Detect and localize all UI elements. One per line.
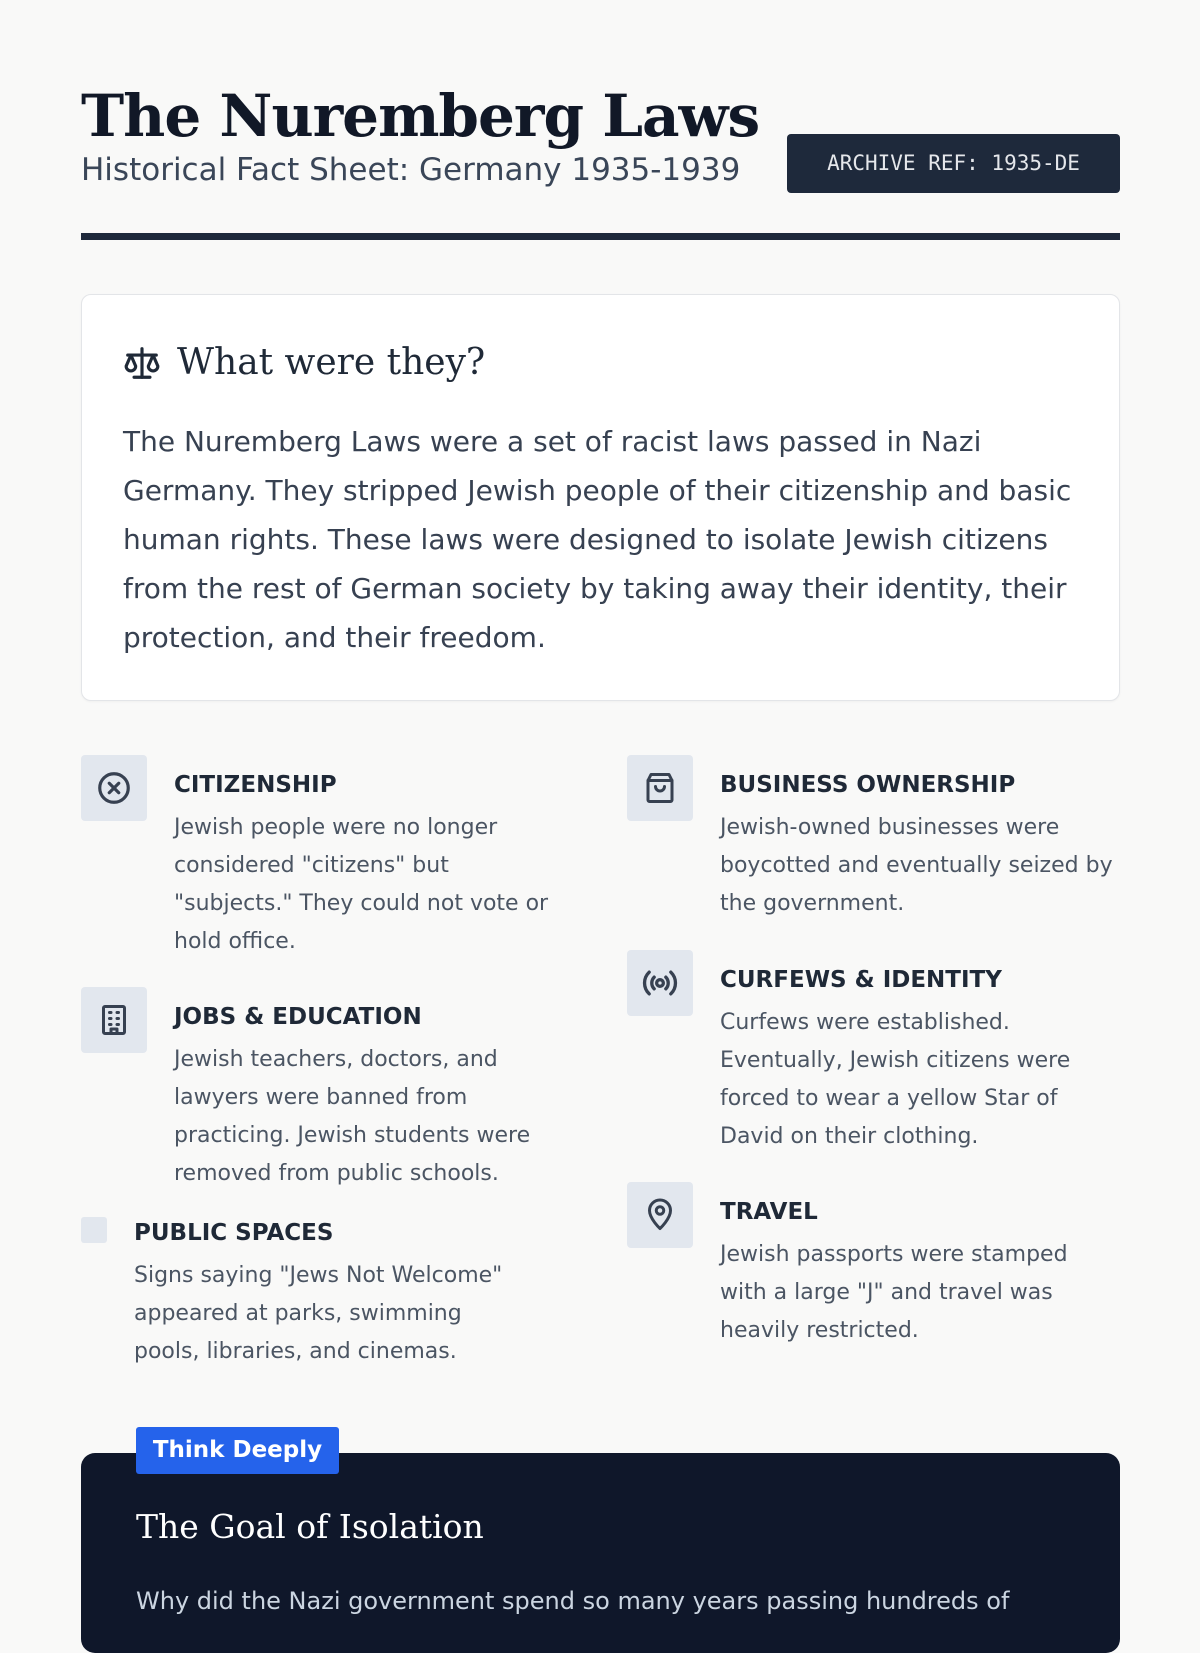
- x-circle-icon: [81, 755, 147, 821]
- fact-title: CURFEWS & IDENTITY: [720, 967, 1002, 993]
- page-subtitle: Historical Fact Sheet: Germany 1935-1939: [81, 152, 741, 188]
- archive-ref-badge: ARCHIVE REF: 1935-DE: [787, 134, 1120, 193]
- fact-text: [720, 755, 1115, 923]
- reflection-panel: [81, 1453, 1120, 1653]
- fact-description: Jewish teachers, doctors, and lawyers were banned from practicing. Jewish students were removed from public schools.: [174, 1047, 531, 1186]
- broadcast-icon: [627, 950, 693, 1016]
- think-deeply-badge: Think Deeply: [136, 1427, 339, 1474]
- blank-icon: [81, 1217, 107, 1243]
- fact-description: Jewish passports were stamped with a large "J" and travel was heavily restricted.: [720, 1242, 1068, 1343]
- fact-description: Curfews were established. Eventually, Jewish citizens were forced to wear a yellow Star of David on their clothing.: [720, 1010, 1071, 1149]
- fact-text: [720, 950, 1115, 1156]
- fact-title: CITIZENSHIP: [174, 772, 337, 798]
- header: [81, 0, 1120, 240]
- intro-card: [81, 294, 1120, 701]
- header-divider: [81, 233, 1120, 240]
- intro-heading: What were they?: [177, 342, 486, 383]
- fact-text: [174, 755, 569, 961]
- shopping-bag-icon: [627, 755, 693, 821]
- page-title: The Nuremberg Laws: [81, 82, 760, 150]
- fact-title: TRAVEL: [720, 1199, 818, 1225]
- fact-text: [720, 1182, 1115, 1350]
- fact-text: [174, 987, 569, 1193]
- fact-title: BUSINESS OWNERSHIP: [720, 772, 1016, 798]
- fact-description: Jewish-owned businesses were boycotted and eventually seized by the government.: [720, 815, 1113, 916]
- scale-icon: [123, 344, 161, 382]
- reflection-title: The Goal of Isolation: [136, 1507, 484, 1546]
- fact-text: [134, 1203, 529, 1371]
- fact-description: Signs saying "Jews Not Welcome" appeared at parks, swimming pools, libraries, and cinemas.: [134, 1263, 503, 1364]
- intro-body: The Nuremberg Laws were a set of racist laws passed in Nazi Germany. They stripped Jewish people of their citizenship and basic human rights. These laws were designed to isolate Jewish citizens from the rest of German society by taking away their identity, their protection, and their freedom.: [123, 425, 1072, 654]
- fact-description: Jewish people were no longer considered "citizens" but "subjects." They could not vote or hold office.: [174, 815, 549, 954]
- intro-card-header: [123, 339, 485, 387]
- map-pin-icon: [627, 1182, 693, 1248]
- fact-title: JOBS & EDUCATION: [174, 1004, 422, 1030]
- reflection-text: Why did the Nazi government spend so many years passing hundreds of: [136, 1587, 1010, 1615]
- building-icon: [81, 987, 147, 1053]
- fact-sheet: [81, 0, 1120, 1615]
- fact-title: PUBLIC SPACES: [134, 1220, 334, 1246]
